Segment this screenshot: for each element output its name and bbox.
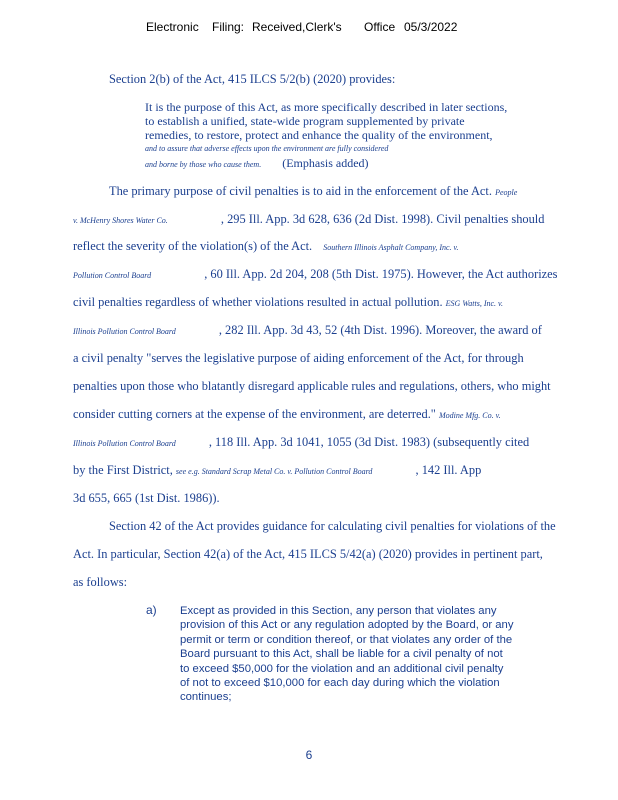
case-citation: People xyxy=(495,188,518,197)
paragraph-line xyxy=(73,323,542,338)
block-quote-section-42a xyxy=(180,604,550,705)
paragraph-line xyxy=(73,267,557,282)
paragraph-line xyxy=(73,212,544,227)
paragraph-line xyxy=(73,239,458,254)
paragraph-line xyxy=(73,407,501,422)
header-date: 05/3/2022 xyxy=(404,20,458,34)
quote-line: of not to exceed $10,000 for each day during which the violation xyxy=(180,677,500,690)
case-citation: Southern Illinois Asphalt Company, Inc. v. xyxy=(323,243,459,252)
text-run: consider cutting corners at the expense of the environment, are deterred." xyxy=(73,407,436,421)
emphasis-added-note: (Emphasis added) xyxy=(282,156,369,170)
quote-line: Board pursuant to this Act, shall be liable for a civil penalty of not xyxy=(180,648,503,661)
case-citation: Pollution Control Board xyxy=(73,271,152,280)
paragraph-line xyxy=(73,295,503,310)
text-run: civil penalties regardless of whether violations resulted in actual pollution. xyxy=(73,295,443,309)
case-citation: v. McHenry Shores Water Co. xyxy=(73,216,168,225)
text-run: The primary purpose of civil penalties is to aid in the enforcement of the Act. xyxy=(109,184,492,198)
quote-line-last xyxy=(145,156,555,172)
text-run: , 282 Ill. App. 3d 43, 52 (4th Dist. 1996). Moreover, the award of xyxy=(218,323,542,337)
quote-line: remedies, to restore, protect and enhance the quality of the environment, xyxy=(145,128,493,142)
paragraph-line: Act. In particular, Section 42(a) of the Act, 415 ILCS 5/42(a) (2020) provides in pertinent part, xyxy=(73,547,543,561)
quote-line-emphasis: and to assure that adverse effects upon the environment are fully considered xyxy=(145,144,389,153)
case-citation: Illinois Pollution Control Board xyxy=(73,439,176,448)
case-citation: see e.g. Standard Scrap Metal Co. v. Pollution Control Board xyxy=(175,467,373,476)
paragraph-line: a civil penalty "serves the legislative purpose of aiding enforcement of the Act, for through xyxy=(73,351,524,365)
intro-line: Section 2(b) of the Act, 415 ILCS 5/2(b) (2020) provides: xyxy=(109,72,396,86)
case-citation: Modine Mfg. Co. v. xyxy=(438,411,501,420)
paragraph-line xyxy=(109,184,517,199)
case-citation: Illinois Pollution Control Board xyxy=(73,327,176,336)
quote-line: to establish a unified, state-wide program supplemented by private xyxy=(145,114,465,128)
header-received: Received,Clerk's xyxy=(252,20,342,34)
quote-emphasis-text: and borne by those who cause them. xyxy=(145,160,262,169)
paragraph-line: 3d 655, 665 (1st Dist. 1986)). xyxy=(73,491,220,505)
text-run: , 295 Ill. App. 3d 628, 636 (2d Dist. 1998). Civil penalties should xyxy=(220,212,545,226)
quote-line: to exceed $50,000 for the violation and an additional civil penalty xyxy=(180,662,504,675)
quote-line: Except as provided in this Section, any person that violates any xyxy=(180,605,497,617)
text-run: reflect the severity of the violation(s) of the Act. xyxy=(73,239,313,253)
paragraph-line xyxy=(73,435,529,450)
quote-line: continues; xyxy=(180,691,232,704)
paragraph-line xyxy=(73,463,481,478)
quote-line: provision of this Act or any regulation adopted by the Board, or any xyxy=(180,619,514,632)
header-electronic: Electronic xyxy=(146,20,199,34)
header-office: Office xyxy=(364,20,396,34)
page-number: 6 xyxy=(305,748,313,762)
paragraph-line: Section 42 of the Act provides guidance for calculating civil penalties for violations of the xyxy=(109,519,556,533)
block-quote-section-2b xyxy=(145,100,555,172)
paragraph-line: as follows: xyxy=(73,575,128,589)
paragraph-line: penalties upon those who blatantly disregard applicable rules and regulations, others, who might xyxy=(73,379,551,393)
quote-line: It is the purpose of this Act, as more specifically described in later sections, xyxy=(145,100,508,114)
subsection-label: a) xyxy=(146,603,157,617)
case-citation: ESG Watts, Inc. v. xyxy=(445,299,503,308)
text-run: , 60 Ill. App. 2d 204, 208 (5th Dist. 1975). However, the Act authorizes xyxy=(204,267,558,281)
header-filing: Filing: xyxy=(212,20,245,34)
text-run: , 142 Ill. App xyxy=(415,463,482,477)
text-run: by the First District, xyxy=(73,463,173,477)
quote-line: permit or term or condition thereof, or that violates any order of the xyxy=(180,633,513,646)
text-run: , 118 Ill. App. 3d 1041, 1055 (3d Dist. 1983) (subsequently cited xyxy=(208,435,530,449)
